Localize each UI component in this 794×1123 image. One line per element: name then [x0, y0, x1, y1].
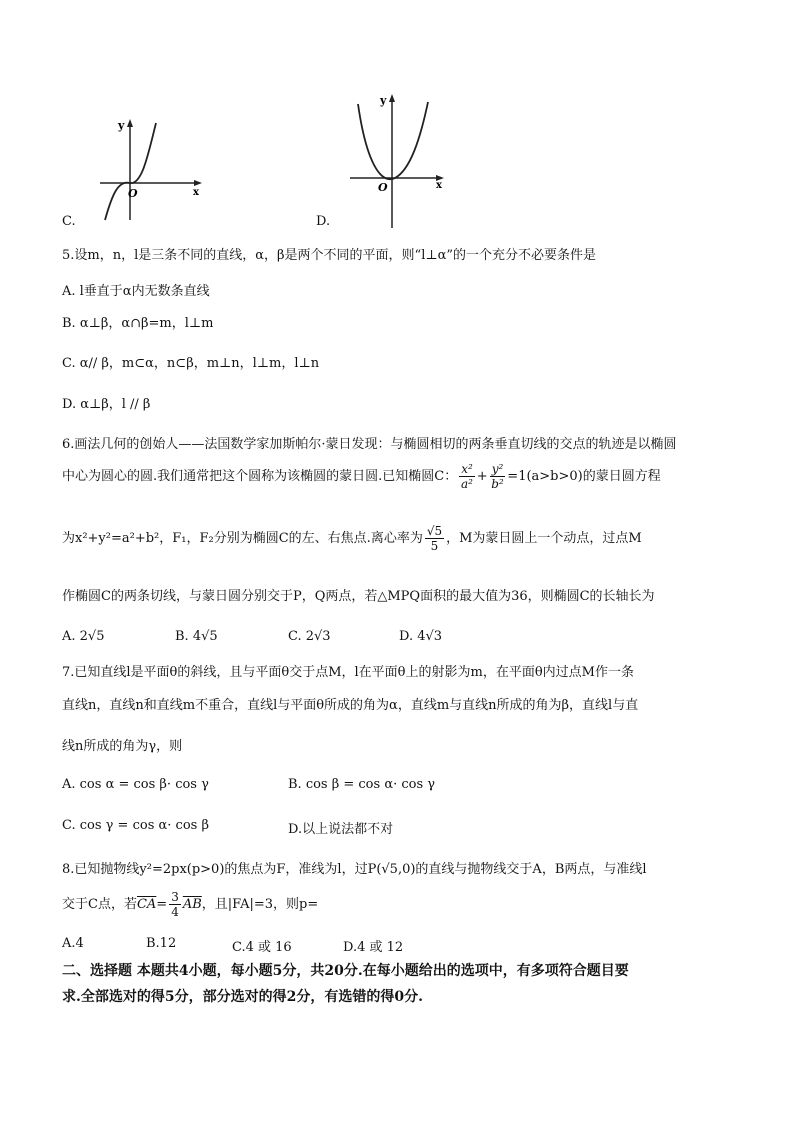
curve-d	[358, 102, 428, 179]
graph-c	[90, 115, 210, 225]
q7-option-c: C. cos γ = cos α· cos β	[62, 818, 209, 833]
q6-line2-a: 中心为圆心的圆.我们通常把这个圆称为该椭圆的蒙日圆.已知椭圆C：	[62, 469, 458, 484]
section2-line1: 二、选择题 本题共4小题，每小题5分，共20分.在每小题给出的选项中，有多项符合题目要	[62, 963, 629, 979]
plus-sign: +	[476, 469, 488, 484]
y-label: y	[118, 119, 125, 132]
option-c-label: C.	[62, 214, 76, 229]
section2-line2: 求.全部选对的得5分，部分选对的得2分，有选错的得0分.	[62, 989, 423, 1005]
frac-den: 5	[430, 539, 439, 553]
q5-option-b: B. α⊥β，α∩β=m，l⊥m	[62, 316, 214, 331]
q7-option-d: D.以上说法都不对	[288, 822, 394, 837]
vector-ca: $\overline{CA}$	[136, 897, 157, 912]
frac-num: √5	[426, 524, 443, 538]
q8-option-a: A.4	[62, 936, 84, 951]
x-label: x	[193, 187, 199, 198]
q6-option-a: A. 2√5	[62, 629, 105, 644]
q6-line2-b: =1(a>b>0)的蒙日圆方程	[507, 469, 661, 484]
graph-d	[340, 90, 460, 230]
q5-option-d: D. α⊥β，l // β	[62, 397, 151, 412]
q8-option-c: C.4 或 16	[232, 940, 292, 955]
origin-label: O	[378, 181, 388, 194]
q5-option-a: A. l垂直于α内无数条直线	[62, 284, 210, 299]
q6-line3	[62, 524, 642, 553]
fraction-3-4	[169, 890, 181, 919]
q6-line4: 作椭圆C的两条切线，与蒙日圆分别交于P，Q两点，若△MPQ面积的最大值为36，则椭圆C的长轴长为	[62, 589, 655, 604]
x-arrow	[194, 180, 202, 186]
q6-option-d: D. 4√3	[399, 629, 443, 644]
fraction-x2-a2	[459, 462, 475, 491]
equals-sign: =	[156, 897, 168, 912]
q8-line1: 8.已知抛物线y²=2px(p>0)的焦点为F，准线为l，过P(√5,0)的直线与抛物线交于A，B两点，与准线l	[62, 862, 647, 877]
q8-option-b: B.12	[146, 936, 177, 951]
q8-option-d: D.4 或 12	[343, 940, 404, 955]
q7-option-a: A. cos α = cos β· cos γ	[62, 777, 209, 792]
y-label: y	[380, 94, 387, 107]
fraction-sqrt5-5	[425, 524, 444, 553]
frac-num: 3	[171, 890, 179, 904]
q8-line2-a: 交于C点，若	[62, 897, 137, 912]
q5-option-c: C. α// β，m⊂α，n⊂β，m⊥n，l⊥m，l⊥n	[62, 356, 320, 371]
q6-line1: 6.画法几何的创始人——法国数学家加斯帕尔·蒙日发现：与椭圆相切的两条垂直切线的交点的轨迹是以椭圆	[62, 437, 677, 452]
q8-line2-b: ，且|FA|=3，则p=	[201, 897, 319, 912]
q7-line1: 7.已知直线l是平面θ的斜线，且与平面θ交于点M，l在平面θ上的射影为m，在平面θ内过点M作一条	[62, 665, 634, 680]
y-arrow	[127, 119, 133, 127]
q7-line3: 线n所成的角为γ，则	[62, 739, 183, 754]
frac-den: 4	[171, 905, 179, 919]
q6-line2	[62, 462, 661, 491]
q6-line3-a: 为x²+y²=a²+b²，F₁，F₂分别为椭圆C的左、右焦点.离心率为	[62, 531, 423, 546]
y-arrow	[389, 94, 395, 102]
q7-option-b: B. cos β = cos α· cos γ	[288, 777, 436, 792]
q6-line3-b: ，M为蒙日圆上一个动点，过点M	[446, 531, 642, 546]
q8-line2	[62, 890, 318, 919]
fraction-y2-b2	[490, 462, 506, 491]
frac-num: y²	[491, 462, 504, 476]
q6-option-b: B. 4√5	[175, 629, 218, 644]
frac-den: a²	[461, 477, 473, 491]
origin-label: O	[128, 187, 138, 200]
q7-line2: 直线n，直线n和直线m不重合，直线l与平面θ所成的角为α，直线m与直线n所成的角为β，直线l与直	[62, 698, 639, 713]
option-d-label: D.	[316, 214, 331, 229]
frac-den: b²	[491, 477, 504, 491]
q5-stem: 5.设m，n，l是三条不同的直线，α，β是两个不同的平面，则“l⊥α”的一个充分不必要条件是	[62, 248, 597, 263]
vector-ab: $\overline{AB}$	[182, 897, 202, 912]
x-label: x	[436, 180, 442, 191]
q6-option-c: C. 2√3	[288, 629, 331, 644]
frac-num: x²	[461, 462, 473, 476]
